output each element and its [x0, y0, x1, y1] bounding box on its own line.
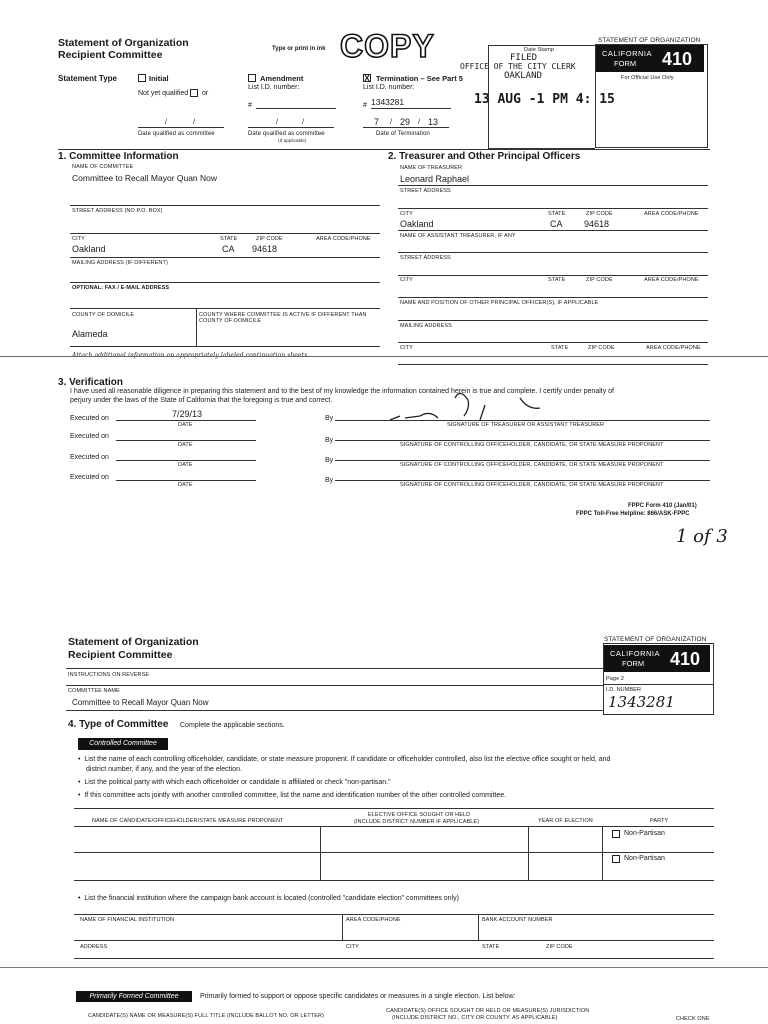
page2-stmt-org-label: STATEMENT OF ORGANIZATION: [604, 636, 707, 643]
form-state: CALIFORNIA: [602, 49, 653, 58]
sig-controlling-label-3: SIGNATURE OF CONTROLLING OFFICEHOLDER, CANDIDATE, OR STATE MEASURE PROPONENT: [400, 482, 664, 488]
county-active-label: COUNTY WHERE COMMITTEE IS ACTIVE IF DIFFERENT THAN COUNTY OF DOMICILE: [199, 312, 367, 324]
committee-name-value: Committee to Recall Mayor Quan Now: [72, 173, 218, 183]
officer-state-label: STATE: [551, 345, 569, 351]
col-party: PARTY: [650, 818, 669, 824]
amendment-label: Amendment: [260, 74, 304, 83]
street-address-label: STREET ADDRESS (NO P.O. BOX): [72, 208, 163, 214]
section-3-title: 3. Verification: [58, 377, 124, 388]
fin-zip-label: ZIP CODE: [546, 944, 573, 950]
treasurer-city-label: CITY: [400, 211, 413, 217]
non-partisan-checkbox-1[interactable]: [612, 830, 620, 838]
officer-city-label: CITY: [400, 345, 413, 351]
fin-inst-label: NAME OF FINANCIAL INSTITUTION: [80, 917, 175, 923]
instructions-label: INSTRUCTIONS ON REVERSE: [68, 672, 150, 678]
executed-date: 7/29/13: [172, 409, 203, 419]
date-qualified-amend-label: Date qualified as committee: [248, 131, 325, 137]
date-stamp-label: Date Stamp: [524, 47, 555, 53]
bullet-1-text: • List the name of each controlling officeholder, candidate, or state measure proponent. If candidate or officeholder controlled, also list the elective office sought or held, and: [78, 756, 611, 763]
verification-text-1: I have used all reasonable diligence in preparing this statement and to the best of my knowledge the information contained herein is true and complete. I certify under penalty of: [70, 388, 614, 395]
executed-on-label-3: Executed on: [70, 454, 109, 461]
amendment-id-label: List I.D. number:: [248, 84, 300, 91]
bullet-3-text: • If this committee acts jointly with another controlled committee, list the name and identification number of the other controlled committee.: [78, 792, 507, 799]
date-label-4: DATE: [178, 482, 193, 488]
check-one-label: CHECK ONE: [676, 1016, 710, 1022]
optional-fax-label: OPTIONAL: FAX / E-MAIL ADDRESS: [72, 285, 170, 291]
type-print-note: Type or print in ink: [272, 46, 326, 52]
form-title: Statement of Organization: [58, 37, 189, 49]
if-applicable: (If applicable): [278, 138, 307, 143]
treasurer-state: CA: [550, 219, 563, 229]
page2-form-badge: [604, 645, 710, 672]
date-label-2: DATE: [178, 442, 193, 448]
termination-year: 13: [428, 117, 439, 127]
state-label: STATE: [220, 236, 238, 242]
fin-city-label: CITY: [346, 944, 359, 950]
stamp-filed: FILED: [510, 53, 538, 63]
col-candidate-measure: CANDIDATE(S) NAME OR MEASURE(S) FULL TITLE (INCLUDE BALLOT NO. OR LETTER): [88, 1013, 324, 1019]
executed-on-label-4: Executed on: [70, 474, 109, 481]
committee-state: CA: [222, 244, 235, 254]
committee-zip: 94618: [252, 244, 278, 254]
col-candidate: NAME OF CANDIDATE/OFFICEHOLDER/STATE MEASURE PROPONENT: [92, 818, 284, 824]
page2-committee-name-label: COMMITTEE NAME: [68, 688, 120, 694]
asst-phone-label: AREA CODE/PHONE: [644, 277, 699, 283]
initial-label: Initial: [149, 74, 169, 83]
officer-zip-label: ZIP CODE: [588, 345, 615, 351]
page2-form-word: FORM: [622, 659, 645, 668]
col-year: YEAR OF ELECTION: [538, 818, 593, 824]
treasurer-phone-label: AREA CODE/PHONE: [644, 211, 699, 217]
or-label: or: [202, 90, 209, 97]
by-label-4: By: [325, 477, 334, 484]
termination-hash: #: [363, 102, 367, 109]
termination-checkbox[interactable]: X: [364, 74, 370, 83]
official-use: For Official Use Only: [621, 75, 674, 81]
treasurer-zip-label: ZIP CODE: [586, 211, 613, 217]
page2-form-number: 410: [670, 649, 701, 669]
col-jurisdiction: CANDIDATE(S) OFFICE SOUGHT OR HELD OR MEASURE(S) JURISDICTION: [386, 1008, 590, 1014]
page-count-handwritten: 1 of 3: [676, 526, 728, 547]
initial-checkbox[interactable]: [138, 74, 146, 82]
termination-id-label: List I.D. number:: [363, 84, 415, 91]
county-domicile-label: COUNTY OF DOMICILE: [72, 312, 135, 318]
termination-label: Termination – See Part 5: [376, 74, 463, 83]
treasurer-signature: [360, 380, 560, 422]
sig-treasurer-label: SIGNATURE OF TREASURER OR ASSISTANT TREASURER: [447, 422, 605, 428]
not-qualified-label: Not yet qualified: [138, 90, 189, 97]
page2-title: Statement of Organization: [68, 636, 199, 648]
form-word: FORM: [614, 59, 637, 68]
officer-mailing-label: MAILING ADDRESS: [400, 323, 452, 329]
other-officers-label: NAME AND POSITION OF OTHER PRINCIPAL OFFICER(S), IF APPLICABLE: [400, 300, 599, 306]
asst-state-label: STATE: [548, 277, 566, 283]
fppc-form-label: FPPC Form 410 (Jan/01): [628, 503, 697, 509]
asst-treasurer-label: NAME OF ASSISTANT TREASURER, IF ANY: [400, 233, 516, 239]
section-1-title: 1. Committee Information: [58, 151, 179, 162]
date-qualified-label: Date qualified as committee: [138, 131, 215, 137]
verification-text-2: perjury under the laws of the State of California that the foregoing is true and correct.: [70, 397, 333, 404]
col-jurisdiction-2: (INCLUDE DISTRICT NO., CITY OR COUNTY, AS APPLICABLE): [392, 1015, 558, 1021]
name-of-committee-label: NAME OF COMMITTEE: [72, 164, 134, 170]
page2-form-state: CALIFORNIA: [610, 649, 661, 658]
stamp-office: OFFICE OF THE CITY CLERK: [460, 62, 576, 71]
city-label: CITY: [72, 236, 85, 242]
termination-day: 29: [400, 117, 411, 127]
non-partisan-label-1: Non-Partisan: [624, 830, 665, 837]
col-office-2: (INCLUDE DISTRICT NUMBER IF APPLICABLE): [354, 819, 480, 825]
executed-on-label-1: Executed on: [70, 415, 109, 422]
termination-month: 7: [374, 117, 380, 127]
date-label-3: DATE: [178, 462, 193, 468]
sig-controlling-label-2: SIGNATURE OF CONTROLLING OFFICEHOLDER, CANDIDATE, OR STATE MEASURE PROPONENT: [400, 462, 664, 468]
id-number-value: 1343281: [608, 693, 675, 711]
amendment-hash: #: [248, 102, 252, 109]
fin-state-label: STATE: [482, 944, 500, 950]
asst-street-label: STREET ADDRESS: [400, 255, 451, 261]
col-office: ELECTIVE OFFICE SOUGHT OR HELD: [368, 812, 471, 818]
page2-subtitle: Recipient Committee: [68, 649, 173, 661]
county-value: Alameda: [72, 329, 108, 339]
sig-controlling-label-1: SIGNATURE OF CONTROLLING OFFICEHOLDER, CANDIDATE, OR STATE MEASURE PROPONENT: [400, 442, 664, 448]
amendment-id-field[interactable]: [256, 108, 336, 109]
phone-label: AREA CODE/PHONE: [316, 236, 371, 242]
by-label-3: By: [325, 457, 334, 464]
not-qualified-checkbox[interactable]: [190, 89, 198, 97]
executed-on-label-2: Executed on: [70, 433, 109, 440]
by-label-2: By: [325, 437, 334, 444]
treasurer-name: Leonard Raphael: [400, 174, 470, 184]
section-2-title: 2. Treasurer and Other Principal Officers: [388, 151, 581, 162]
form-subtitle: Recipient Committee: [58, 49, 163, 61]
treasurer-zip: 94618: [584, 219, 610, 229]
primarily-formed-desc: Primarily formed to support or oppose specific candidates or measures in a single election. List below:: [200, 993, 516, 1000]
asst-city-label: CITY: [400, 277, 413, 283]
non-partisan-label-2: Non-Partisan: [624, 855, 665, 862]
controlled-committee-label: Controlled Committee: [78, 738, 168, 750]
statement-type-label: Statement Type: [58, 74, 117, 83]
mailing-address-label: MAILING ADDRESS (IF DIFFERENT): [72, 260, 168, 266]
treasurer-state-label: STATE: [548, 211, 566, 217]
form-number: 410: [662, 49, 693, 69]
bank-account-label: BANK ACCOUNT NUMBER: [482, 917, 553, 923]
bullet-2-text: • List the political party with which each officeholder or candidate is affiliated or check "non-partisan.": [78, 779, 391, 786]
bullet-1b-text: district number, if any, and the year of the election.: [86, 766, 242, 773]
copy-stamp: COPY: [340, 28, 435, 64]
form-badge: [596, 45, 704, 72]
section-4-subtitle: Complete the applicable sections.: [180, 722, 285, 729]
stamp-city: OAKLAND: [504, 71, 542, 81]
committee-city: Oakland: [72, 244, 106, 254]
page2-committee-name: Committee to Recall Mayor Quan Now: [72, 698, 209, 707]
fin-phone-label: AREA CODE/PHONE: [346, 917, 401, 923]
by-label-1: By: [325, 415, 334, 422]
fin-address-label: ADDRESS: [80, 944, 108, 950]
attach-note: Attach additional information on appropriately labeled continuation sheets.: [72, 352, 310, 359]
treasurer-street-label: STREET ADDRESS: [400, 188, 451, 194]
treasurer-city: Oakland: [400, 219, 434, 229]
stmt-org-label: STATEMENT OF ORGANIZATION: [598, 37, 701, 44]
officer-phone-label: AREA CODE/PHONE: [646, 345, 701, 351]
date-label-1: DATE: [178, 422, 193, 428]
non-partisan-checkbox-2[interactable]: [612, 855, 620, 863]
page2-page-label: Page 2: [606, 676, 625, 682]
termination-id-value: 1343281: [371, 97, 405, 107]
zip-label: ZIP CODE: [256, 236, 283, 242]
stamp-date: 13 AUG -1 PM 4: 15: [474, 92, 615, 107]
id-number-label: I.D. NUMBER: [606, 687, 642, 693]
primarily-formed-label: Primarily Formed Committee: [76, 991, 192, 1002]
treasurer-label: NAME OF TREASURER: [400, 165, 463, 171]
date-of-termination-label: Date of Termination: [376, 131, 430, 137]
asst-zip-label: ZIP CODE: [586, 277, 613, 283]
bullet-4-text: • List the financial institution where the campaign bank account is located (controlled "candidate election" committees only): [78, 895, 459, 902]
section-4-title: 4. Type of Committee: [68, 719, 169, 730]
fppc-hotline: FPPC Toll-Free Helpline: 866/ASK-FPPC: [576, 511, 690, 517]
amendment-checkbox[interactable]: [248, 74, 256, 82]
